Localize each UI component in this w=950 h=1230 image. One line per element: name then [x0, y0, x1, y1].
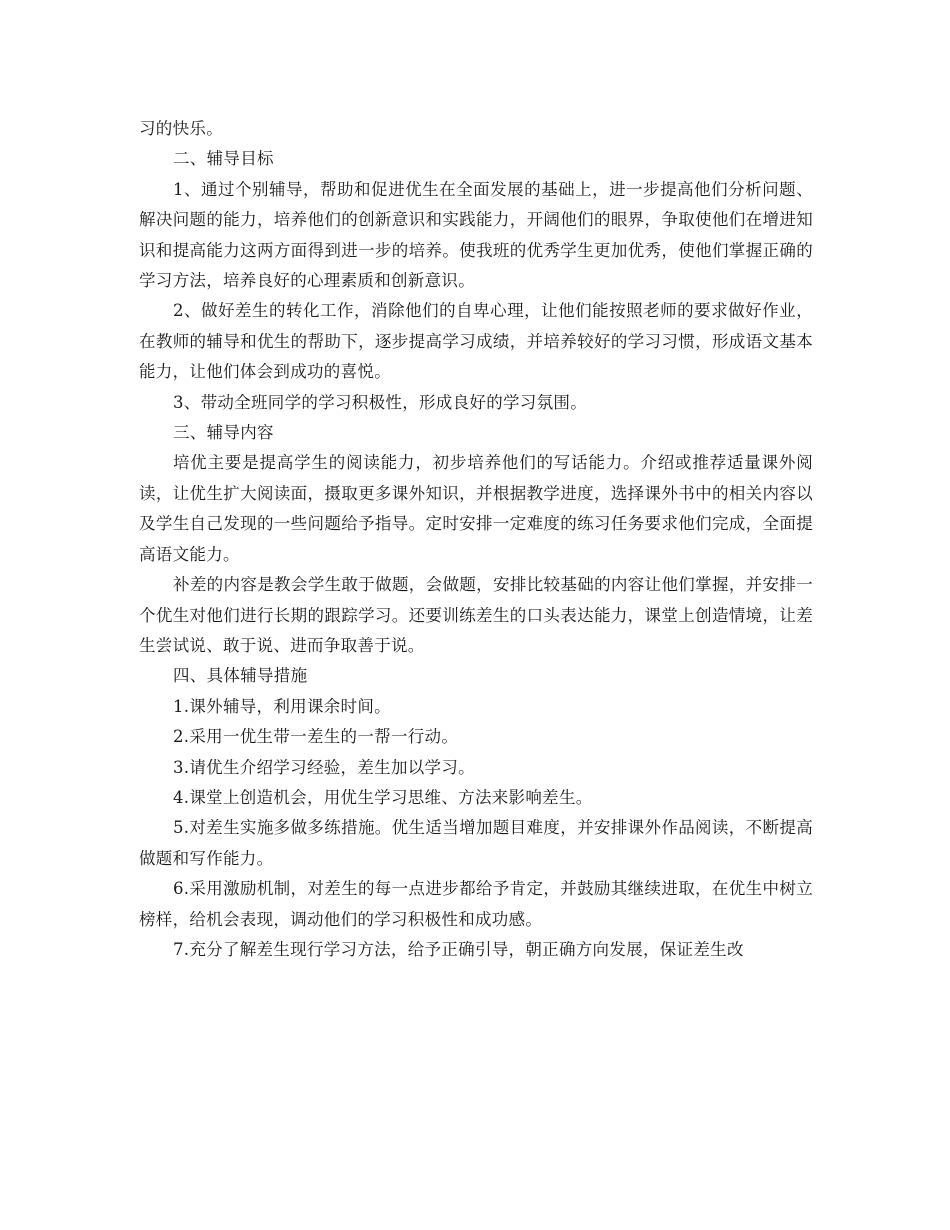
- measure-item-5: 5.对差生实施多做多练措施。优生适当增加题目难度，并安排课外作品阅读，不断提高做题和写作能力。: [139, 818, 813, 868]
- section-heading-goals: 二、辅导目标: [173, 149, 274, 169]
- measure-item-3: 3.请优生介绍学习经验，差生加以学习。: [173, 757, 475, 777]
- measure-item-6: 6.采用激励机制，对差生的每一点进步都给予肯定，并鼓励其继续进取，在优生中树立榜样，给机会表现，调动他们的学习积极性和成功感。: [139, 879, 813, 929]
- content-paragraph-weak-students: 补差的内容是教会学生敢于做题，会做题，安排比较基础的内容让他们掌握，并安排一个优生对他们进行长期的跟踪学习。还要训练差生的口头表达能力，课堂上创造情境，让差生尝试说、敢于说、进而争取善于说。: [139, 575, 813, 655]
- section-heading-content: 三、辅导内容: [173, 423, 274, 443]
- goal-item-2: 2、做好差生的转化工作，消除他们的自卑心理，让他们能按照老师的要求做好作业，在教师的辅导和优生的帮助下，逐步提高学习成绩，并培养较好的学习习惯，形成语文基本能力，让他们体会到成功的喜悦。: [139, 301, 813, 382]
- document-body: [139, 114, 813, 965]
- measure-item-7: 7.充分了解差生现行学习方法，给予正确引导，朝正确方向发展，保证差生改: [173, 939, 744, 959]
- paragraph-continuation: 习的快乐。: [139, 119, 223, 138]
- measure-item-2: 2.采用一优生带一差生的一帮一行动。: [173, 727, 459, 747]
- section-heading-measures: 四、具体辅导措施: [173, 666, 308, 686]
- goal-item-1: 1、通过个别辅导，帮助和促进优生在全面发展的基础上，进一步提高他们分析问题、解决问题的能力，培养他们的创新意识和实践能力，开阔他们的眼界，争取使他们在增进知识和提高能力这两方面得到进一步的培养。使我班的优秀学生更加优秀，使他们掌握正确的学习方法，培养良好的心理素质和创新意识。: [139, 179, 813, 291]
- content-paragraph-top-students: 培优主要是提高学生的阅读能力，初步培养他们的写话能力。介绍或推荐适量课外阅读，让优生扩大阅读面，摄取更多课外知识，并根据教学进度，选择课外书中的相关内容以及学生自己发现的一些问题给予指导。定时安排一定难度的练习任务要求他们完成，全面提高语文能力。: [139, 453, 813, 564]
- measure-item-1: 1.课外辅导，利用课余时间。: [173, 696, 391, 716]
- measure-item-4: 4.课堂上创造机会，用优生学习思维、方法来影响差生。: [173, 787, 593, 807]
- goal-item-3: 3、带动全班同学的学习积极性，形成良好的学习氛围。: [173, 392, 587, 412]
